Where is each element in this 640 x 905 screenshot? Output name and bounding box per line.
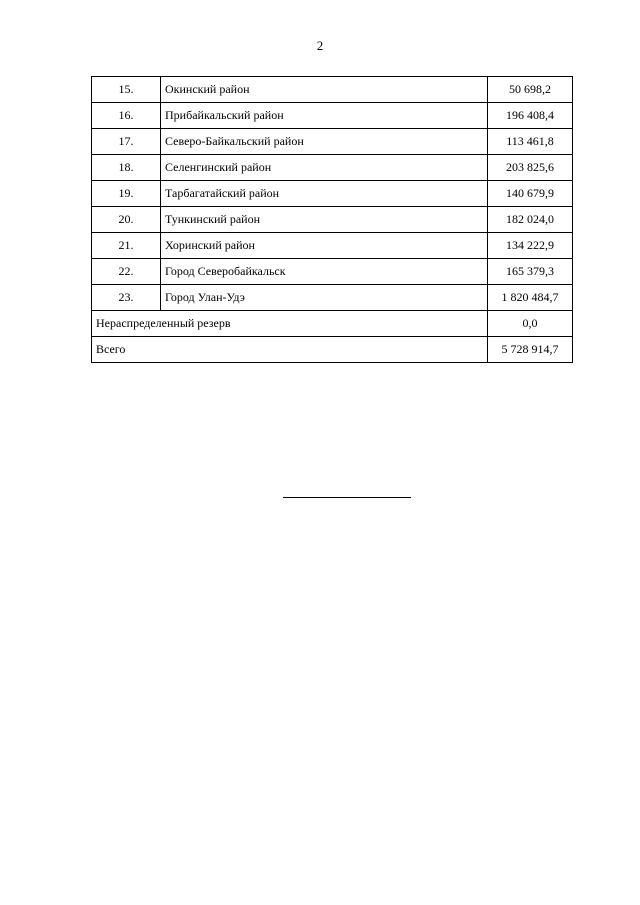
amount-value: 113 461,8: [488, 129, 573, 155]
table-row: [92, 129, 573, 155]
row-number: 20.: [92, 207, 161, 233]
amount-value: 50 698,2: [488, 77, 573, 103]
amount-value: 165 379,3: [488, 259, 573, 285]
district-name: Прибайкальский район: [161, 103, 488, 129]
row-number: 19.: [92, 181, 161, 207]
district-name: Окинский район: [161, 77, 488, 103]
table-row: [92, 155, 573, 181]
district-name: Тарбагатайский район: [161, 181, 488, 207]
district-name: Северо-Байкальский район: [161, 129, 488, 155]
table-row: [92, 207, 573, 233]
row-number: 16.: [92, 103, 161, 129]
table-row: [92, 77, 573, 103]
district-name: Селенгинский район: [161, 155, 488, 181]
end-of-document-line: [283, 497, 411, 498]
table-row: [92, 285, 573, 311]
amount-value: 196 408,4: [488, 103, 573, 129]
district-name: Хоринский район: [161, 233, 488, 259]
total-amount: 5 728 914,7: [488, 337, 573, 363]
budget-table: [91, 76, 573, 363]
table-row: [92, 233, 573, 259]
row-number: 15.: [92, 77, 161, 103]
district-name: Тункинский район: [161, 207, 488, 233]
reserve-amount: 0,0: [488, 311, 573, 337]
row-number: 22.: [92, 259, 161, 285]
amount-value: 1 820 484,7: [488, 285, 573, 311]
row-number: 21.: [92, 233, 161, 259]
page-number: 2: [316, 38, 324, 53]
table-row: [92, 259, 573, 285]
amount-value: 140 679,9: [488, 181, 573, 207]
reserve-label: Нераспределенный резерв: [92, 311, 488, 337]
amount-value: 203 825,6: [488, 155, 573, 181]
district-name: Город Улан-Удэ: [161, 285, 488, 311]
row-number: 17.: [92, 129, 161, 155]
reserve-row: [92, 311, 573, 337]
table-row: [92, 103, 573, 129]
amount-value: 134 222,9: [488, 233, 573, 259]
amount-value: 182 024,0: [488, 207, 573, 233]
district-name: Город Северобайкальск: [161, 259, 488, 285]
table-row: [92, 181, 573, 207]
total-row: [92, 337, 573, 363]
row-number: 18.: [92, 155, 161, 181]
total-label: Всего: [92, 337, 488, 363]
row-number: 23.: [92, 285, 161, 311]
